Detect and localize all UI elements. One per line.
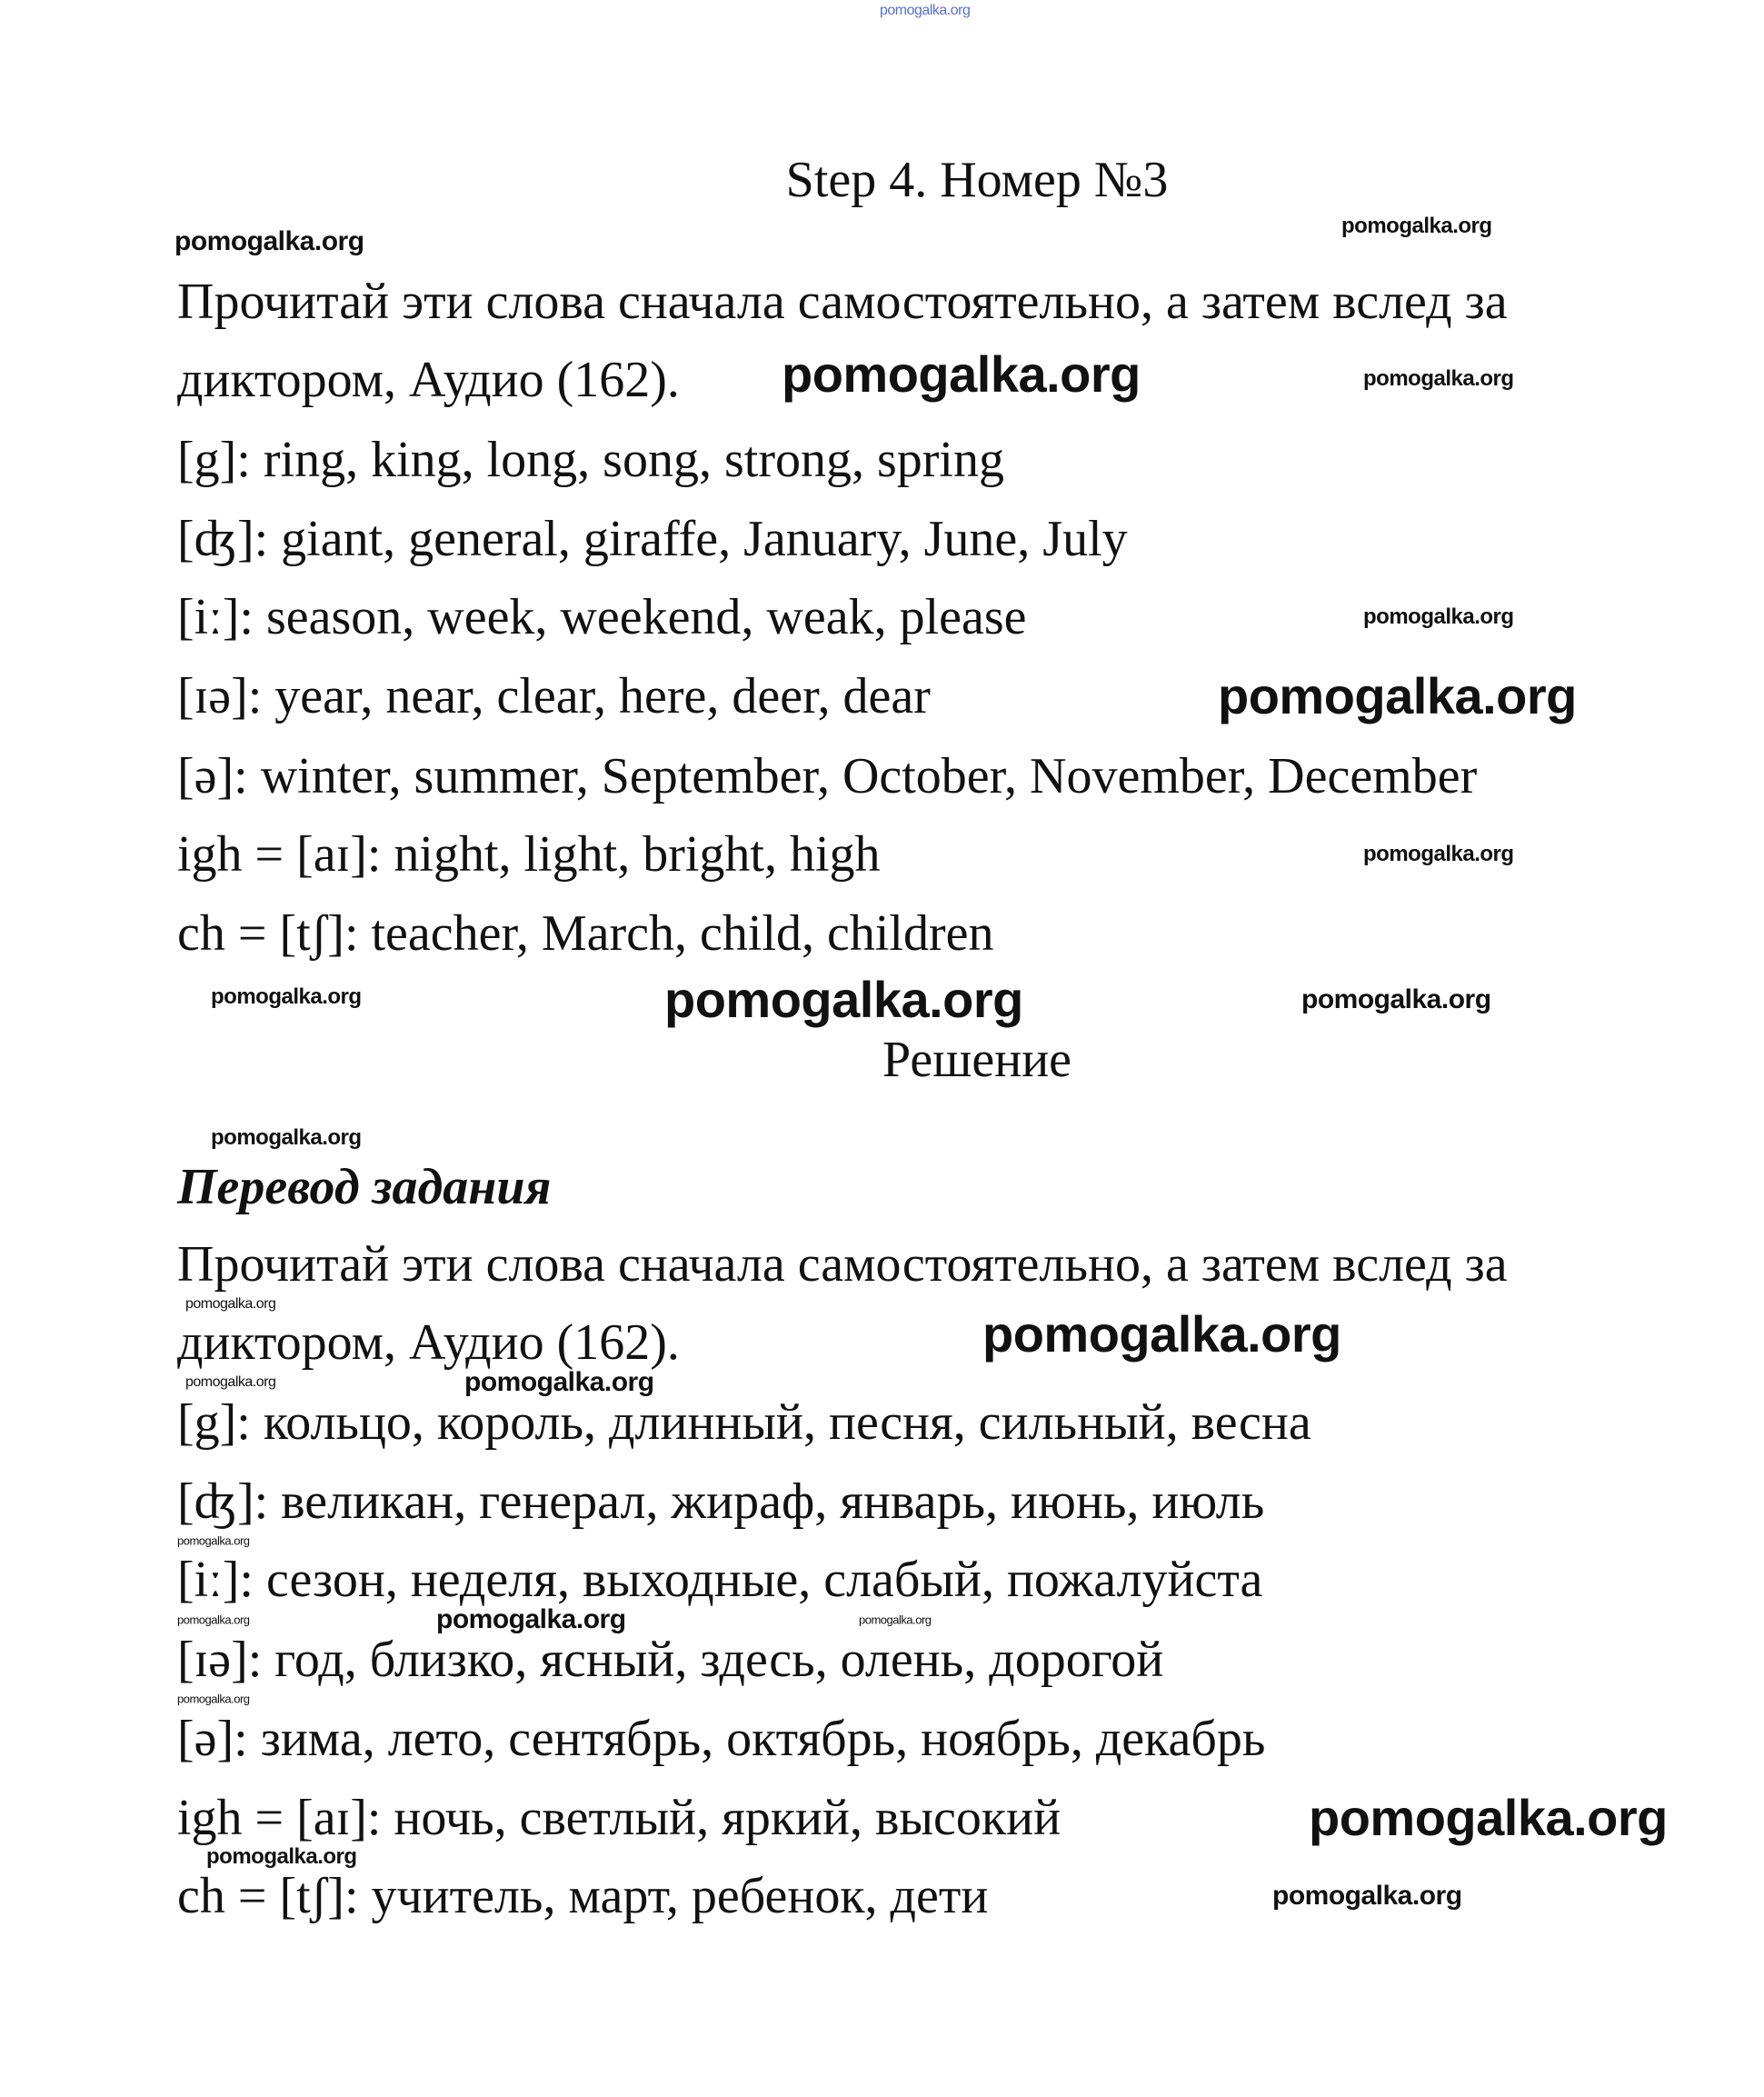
watermark: pomogalka.org: [982, 1305, 1341, 1363]
watermark: pomogalka.org: [859, 1613, 932, 1627]
watermark: pomogalka.org: [464, 1367, 654, 1397]
task-item: [iː]: season, week, weekend, weak, please: [177, 589, 1027, 645]
watermark: pomogalka.org: [1272, 1881, 1462, 1911]
translation-item: igh = [aɪ]: ночь, светлый, яркий, высокий: [177, 1790, 1061, 1846]
watermark: pomogalka.org: [1309, 1789, 1668, 1846]
task-item: [ə]: winter, summer, September, October, November, December: [177, 748, 1478, 804]
watermark: pomogalka.org: [1363, 604, 1514, 629]
translation-item: ch = [tʃ]: учитель, март, ребенок, дети: [177, 1868, 989, 1924]
translation-item: [ʤ]: великан, генерал, жираф, январь, июнь, июль: [177, 1473, 1265, 1530]
task-item: [ɪə]: year, near, clear, here, deer, dear: [177, 668, 931, 724]
watermark: pomogalka.org: [185, 1374, 276, 1390]
watermark: pomogalka.org: [211, 1125, 362, 1150]
solution-label: Решение: [882, 1032, 1072, 1088]
watermark: pomogalka.org: [177, 1692, 250, 1706]
watermark: pomogalka.org: [436, 1604, 626, 1634]
watermark: pomogalka.org: [1341, 214, 1492, 238]
task-item: ch = [tʃ]: teacher, March, child, children: [177, 905, 994, 962]
watermark: pomogalka.org: [185, 1296, 276, 1312]
watermark: pomogalka.org: [1363, 842, 1514, 866]
watermark: pomogalka.org: [1363, 366, 1514, 391]
translation-item: [g]: кольцо, король, длинный, песня, сильный, весна: [177, 1394, 1311, 1451]
translation-heading: Перевод задания: [177, 1159, 552, 1215]
task-item: [ʤ]: giant, general, giraffe, January, June, July: [177, 511, 1128, 567]
watermark: pomogalka.org: [880, 3, 971, 18]
watermark: pomogalka.org: [782, 345, 1141, 403]
task-text-line1: Прочитай эти слова сначала самостоятельно, а затем вслед за: [177, 274, 1508, 330]
task-text-line2: диктором, Аудио (162).: [177, 352, 680, 408]
watermark: pomogalka.org: [174, 226, 364, 256]
watermark: pomogalka.org: [206, 1844, 357, 1869]
watermark: pomogalka.org: [1218, 667, 1577, 724]
page-title: Step 4. Номер №3: [785, 152, 1169, 208]
translation-text-line1: Прочитай эти слова сначала самостоятельно, а затем вслед за: [177, 1236, 1508, 1293]
translation-item: [ə]: зима, лето, сентябрь, октябрь, ноябрь, декабрь: [177, 1711, 1266, 1767]
task-item: igh = [aɪ]: night, light, bright, high: [177, 826, 881, 883]
task-item: [g]: ring, king, long, song, strong, spring: [177, 432, 1004, 488]
watermark: pomogalka.org: [664, 971, 1023, 1028]
watermark: pomogalka.org: [177, 1533, 250, 1548]
watermark: pomogalka.org: [1301, 984, 1491, 1014]
translation-item: [ɪə]: год, близко, ясный, здесь, олень, дорогой: [177, 1632, 1164, 1688]
translation-text-line2: диктором, Аудио (162).: [177, 1314, 680, 1371]
translation-item: [iː]: сезон, неделя, выходные, слабый, пожалуйста: [177, 1552, 1263, 1608]
watermark: pomogalka.org: [211, 984, 362, 1009]
watermark: pomogalka.org: [177, 1613, 250, 1627]
